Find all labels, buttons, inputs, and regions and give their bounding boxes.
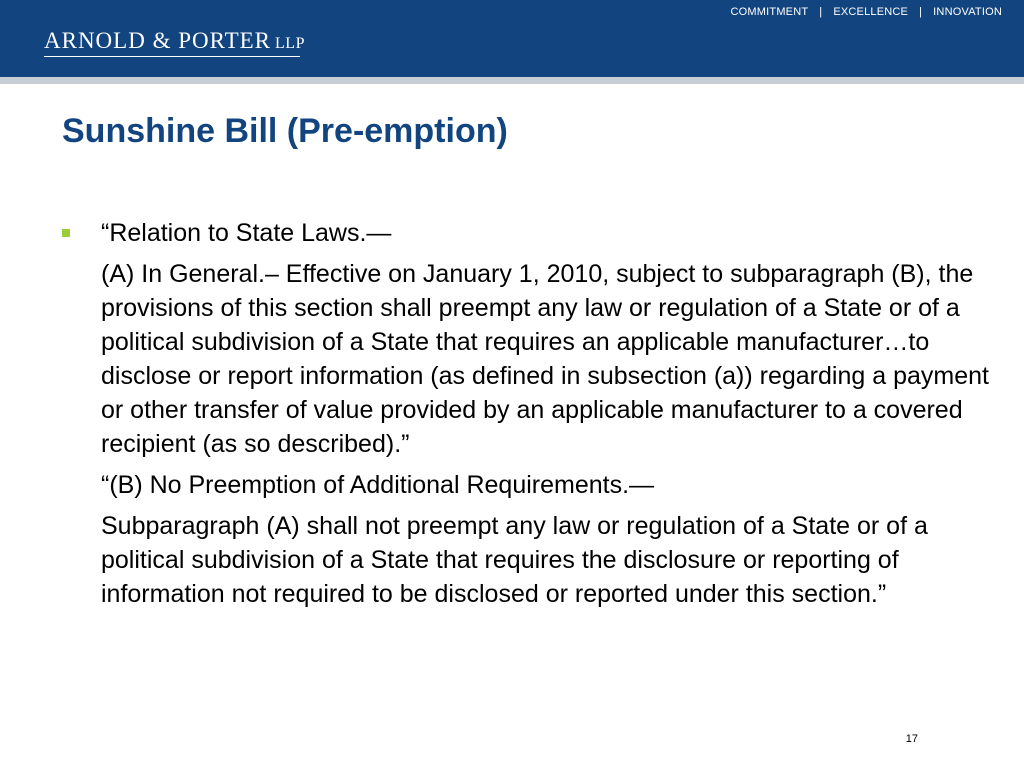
tagline-innovation: INNOVATION: [933, 6, 1002, 18]
logo-underline: [44, 56, 300, 57]
paragraph-b-body: Subparagraph (A) shall not preempt any law or regulation of a State or of a political subdivision of a State that requires the disclosure or reporting of information not required to be disclosed or reported under this section.”: [101, 512, 928, 608]
bullet-text: “Relation to State Laws.—: [101, 219, 392, 247]
logo-text: ARNOLD & PORTER: [44, 28, 272, 53]
logo-suffix: LLP: [275, 35, 305, 52]
tagline-commitment: COMMITMENT: [730, 6, 809, 18]
bullet-item: [62, 216, 992, 250]
header-bar: [0, 0, 1024, 77]
slide-body: [62, 216, 992, 611]
page-number: 17: [905, 733, 918, 745]
square-bullet-icon: [62, 229, 70, 237]
slide-title: Sunshine Bill (Pre-emption): [62, 112, 508, 150]
header-divider: [0, 77, 1024, 84]
tagline-separator: |: [819, 6, 823, 18]
paragraph-b-heading: “(B) No Preemption of Additional Requirements.—: [101, 471, 655, 499]
tagline-excellence: EXCELLENCE: [833, 6, 909, 18]
paragraph-a: (A) In General.– Effective on January 1, 2010, subject to subparagraph (B), the provisions of this section shall preempt any law or regulation of a State or of a political subdivision of a State that requires an applicable manufacturer…to disclose or report information (as defined in subsection (a)) regarding a payment or other transfer of value provided by an applicable manufacturer to a covered recipient (as so described).”: [101, 260, 989, 458]
tagline: [731, 6, 1002, 18]
tagline-separator: |: [919, 6, 923, 18]
firm-logo: [44, 28, 305, 54]
